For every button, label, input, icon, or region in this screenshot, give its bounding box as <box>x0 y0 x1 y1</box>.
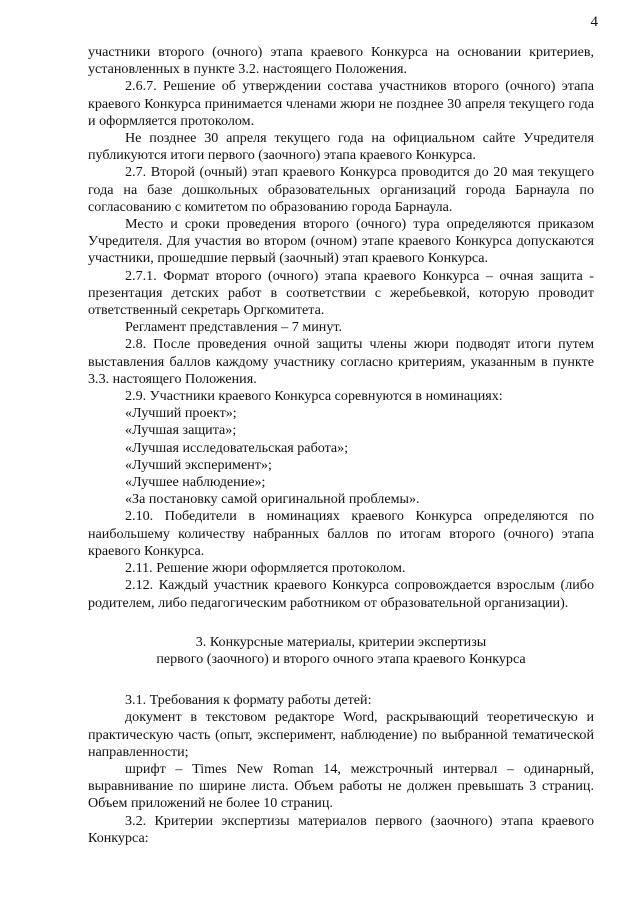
paragraph: 2.11. Решение жюри оформляется протоколом. <box>125 560 406 577</box>
section-heading-line2: первого (заочного) и второго очного этапа краевого Конкурса <box>156 650 526 667</box>
paragraph: участники второго (очного) этапа краевого Конкурса на основании критериев, установленных в пункте 3.2. настоящего Положения. <box>88 44 594 78</box>
paragraph: Не позднее 30 апреля текущего года на официальном сайте Учредителя публикуются итоги первого (заочного) этапа краевого Конкурса. <box>88 130 594 164</box>
paragraph: 2.8. После проведения очной защиты члены жюри подводят итоги путем выставления баллов каждому участнику согласно критериям, указанным в пункте 3.3. настоящего Положения. <box>88 336 594 387</box>
nomination-item: «Лучшее наблюдение»; <box>125 474 266 491</box>
paragraph: Место и сроки проведения второго (очного) тура определяются приказом Учредителя. Для участия во втором (очном) этапе краевого Конкурса допускаются участники, прошедшие первый (заочный) этап краевого Конкурса. <box>88 216 594 267</box>
nomination-item: «Лучший эксперимент»; <box>125 456 272 473</box>
paragraph: 2.12. Каждый участник краевого Конкурса сопровождается взрослым (либо родителем, либо педагогическим работником от образовательной организации). <box>88 577 594 611</box>
section-heading-line1: 3. Конкурсные материалы, критерии экспертизы <box>195 633 487 650</box>
nomination-item: «Лучший проект»; <box>125 405 237 422</box>
paragraph: 2.10. Победители в номинациях краевого Конкурса определяются по наибольшему количеству набранных баллов по итогам второго (очного) этапа краевого Конкурса. <box>88 508 594 559</box>
paragraph: 3.2. Критерии экспертизы материалов первого (заочного) этапа краевого Конкурса: <box>88 812 594 846</box>
nomination-item: «За постановку самой оригинальной проблемы». <box>125 491 420 508</box>
paragraph: 2.9. Участники краевого Конкурса соревнуются в номинациях: <box>125 388 503 405</box>
section-heading <box>88 634 594 668</box>
paragraph: Регламент представления – 7 минут. <box>125 319 342 336</box>
paragraph: 2.7. Второй (очный) этап краевого Конкурса проводится до 20 мая текущего года на базе дошкольных образовательных организаций города Барнаула по согласованию с комитетом по образованию города Барнаула. <box>88 164 594 215</box>
nomination-item: «Лучшая исследовательская работа»; <box>125 439 349 456</box>
paragraph: шрифт – Times New Roman 14, межстрочный интервал – одинарный, выравнивание по ширине листа. Объем работы не должен превышать 3 страниц. Объем приложений не более 10 страниц. <box>88 760 594 812</box>
page-number: 4 <box>590 14 598 30</box>
document-body <box>88 44 594 847</box>
paragraph: 3.1. Требования к формату работы детей: <box>125 692 372 709</box>
nomination-item: «Лучшая защита»; <box>125 422 237 439</box>
paragraph: документ в текстовом редакторе Word, раскрывающий теоретическую и практическую часть (опыт, эксперимент, наблюдение) по выбранной тематической направленности; <box>88 709 594 760</box>
paragraph: 2.6.7. Решение об утверждении состава участников второго (очного) этапа краевого Конкурса принимается членами жюри не позднее 30 апреля текущего года и оформляется протоколом. <box>88 78 594 129</box>
paragraph: 2.7.1. Формат второго (очного) этапа краевого Конкурса – очная защита - презентация детских работ в соответствии с жеребьевкой, которую проводит ответственный секретарь Оргкомитета. <box>88 267 594 319</box>
